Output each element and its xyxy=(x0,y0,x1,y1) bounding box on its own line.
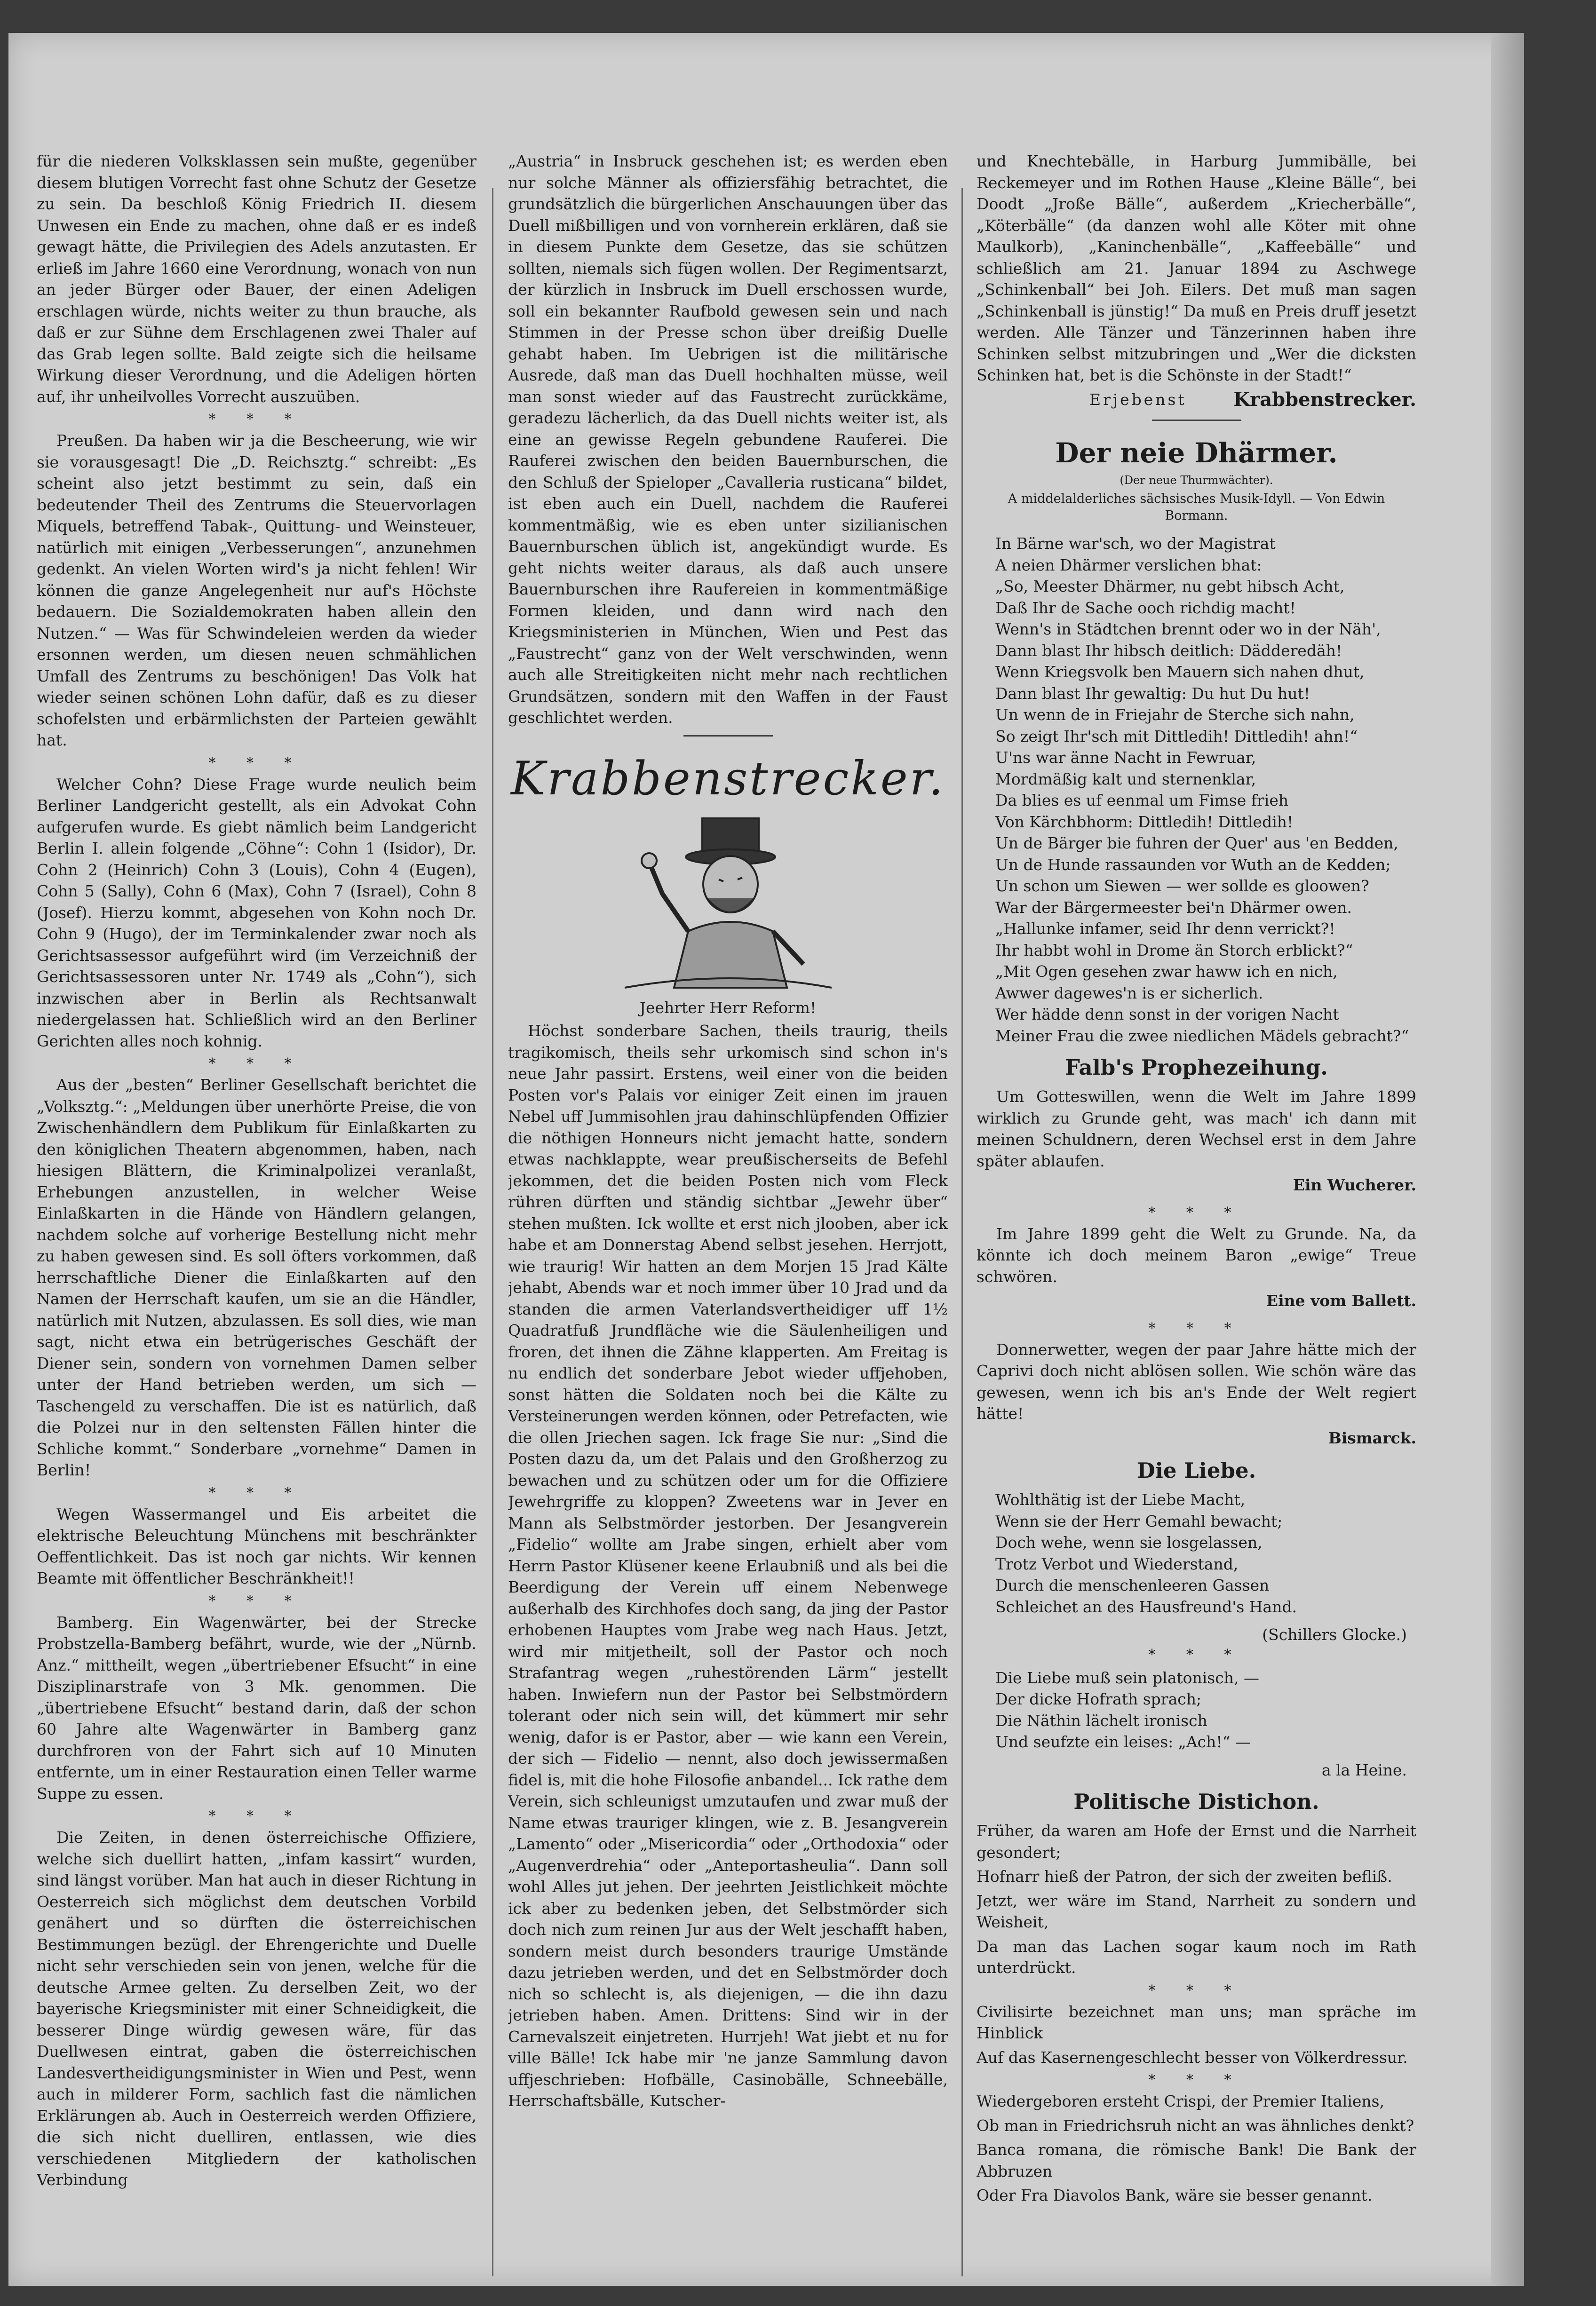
distich-line: Da man das Lachen sogar kaum noch im Rath unterdrückt. xyxy=(977,1937,1416,1977)
section-separator: * * * xyxy=(1148,1204,1245,1221)
poem-line: Durch die menschenleeren Gassen xyxy=(995,1576,1270,1594)
poem-line: So zeigt Ihr'sch mit Dittledih! Dittledih! ahn!“ xyxy=(995,727,1358,745)
poem-line: Trotz Verbot und Wiederstand, xyxy=(995,1554,1239,1573)
paragraph: Donnerwetter, wegen der paar Jahre hätte mich der Caprivi doch nicht ablösen sollen. Wie schön wäre das gewesen, wenn ich bis an's Ende der Welt regiert hätte! xyxy=(977,1340,1416,1423)
column-2 xyxy=(508,151,948,2258)
poem-line: Dann blast Ihr hibsch deitlich: Dädderedäh! xyxy=(995,641,1342,660)
caricature-illustration xyxy=(606,814,850,992)
column-3 xyxy=(977,151,1416,2258)
paragraph: Preußen. Da haben wir ja die Bescheerung, wie wir sie vorausgesagt! Die „D. Reichsztg.“ schreibt: „Es scheint also jetzt bestimmt zu sein, daß ein bedeutender Theil des Zentrums die Steuervorlagen Miquels, betreffend Tabak-, Quittung- und Weinsteuer, natürlich mit einigen „Verbesserungen“, anzunehmen gedenkt. An vielen Worten wird's ja nicht fehlen! Wir können die ganze Angelegenheit nur auf's Höchste bedauern. Die Sozialdemokraten haben allein den Nutzen.“ — Was für Schwindeleien werden da wieder ersonnen werden, um diesen neuen schmählichen Umfall des Zentrums zu beschönigen! Das Volk hat wieder seinen schönen Lohn dafür, daß es zu dieser schofelsten und erbärmlichsten der Parteien gewählt hat. xyxy=(37,431,476,749)
section-separator: * * * xyxy=(208,411,305,428)
distich-line: Civilisirte bezeichnet man uns; man spräche im Hinblick xyxy=(977,2002,1416,2042)
section-separator: * * * xyxy=(1148,1320,1245,1337)
poem-line: Awwer dagewes'n is er sicherlich. xyxy=(995,983,1263,1002)
byline: A middelalderliches sächsisches Musik-Idyll. — Von Edwin Bormann. xyxy=(1008,491,1385,523)
column-1 xyxy=(37,151,476,2258)
salutation: Jeehrter Herr Reform! xyxy=(639,998,817,1017)
poem-line: Von Kärchbhorm: Dittledih! Dittledih! xyxy=(995,812,1294,831)
distich-line: Banca romana, die römische Bank! Die Bank der Abbruzen xyxy=(977,2140,1416,2180)
paragraph: Höchst sonderbare Sachen, theils traurig, theils tragikomisch, theils sehr urkomisch sind schon in's neue Jahr passirt. Erstens, weil einer von die beiden Posten vor's Palais vor einiger Zeit einen im jrauen Nebel uff Jummisohlen jrau dahinschlüpfenden Offizier die nöthigen Honneurs nicht jemacht hatte, sondern etwas nachklappte, wear preußischerseits de Befehl jekommen, det die beiden Posten nich vom Fleck rühren dürften und ständig sichtbar „Jewehr über“ stehen mußten. Ick wollte et erst nich jlooben, aber ick habe et am Donnerstag Abend selbst jesehen. Herrjott, wie traurig! Wir hatten an dem Morjen 15 Jrad Kälte jehabt, Abends war et noch immer über 10 Jrad und da standen die armen Vaterlandsvertheidiger uff 1½ Quadratfuß Jrundfläche wie die Säulenheiligen und froren, det ihnen die Zähne klapperten. Am Freitag is nu endlich det sonderbare Jebot wieder uffjehoben, sonst hätten die Soldaten noch bei die Kälte zu Versteinerungen werden können, oder Petrefacten, wie die ollen Jriechen sagen. Ick frage Sie nur: „Sind die Posten dazu da, um det Palais und den Großherzog zu bewachen und zu schützen oder um for die Offiziere Jewehrgriffe zu kloppen? Zweetens war in Jever en Mann als Selbstmörder jestorben. Der Jesangverein „Fidelio“ wollte am Jrabe singen, erhielt aber vom Herrn Pastor Klüsener keene Erlaubniß und als bei die Beerdigung der Verein uff einem Nebenwege außerhalb des Kirchhofes doch sang, da jing der Pastor erhobenen Hauptes vom Jrabe weg nach Haus. Jetzt, wird mir mitjetheilt, soll der Pastor och noch Strafantrag wegen „ruhestörenden Lärm“ jestellt haben. Inwiefern nun der Pastor bei Selbstmördern tolerant oder nich sein will, det kümmert mir sehr wenig, dafor is er Pastor, aber — wie kann een Verein, der sich — Fidelio — nennt, also doch jewissermaßen fidel is, mit die hohe Filosofie anbandel... Ick rathe dem Verein, sich schleunigst umzutaufen und zwar muß der Name etwas trauriger klingen, wie z. B. Jesangverein „Lamento“ oder „Misericordia“ oder „Orthodoxia“ oder „Augenverdrehia“ oder „Anteportasheulia“. Dann soll wohl Alles jut jehen. Der jeehrten Jeistlichkeit möchte ick aber zu bedenken jeben, det Selbstmörder sich doch nich zum reinen Jur aus der Welt jeschafft haben, sondern meist durch besonders traurige Umstände dazu jetrieben werden, und det en Selbstmörder doch nich so schlecht is, als diejenigen, — die ihn dazu jetrieben haben. Amen. Drittens: Sind wir in der Carnevalszeit einjetreten. Hurrjeh! Wat jiebt et nu for ville Bälle! Ick habe mir 'ne janze Sammlung davon uffjeschrieben: Hofbälle, Casinobälle, Schneebälle, Herrschaftsbälle, Kutscher- xyxy=(508,1022,948,2110)
poem-line: Wohlthätig ist der Liebe Macht, xyxy=(995,1490,1246,1509)
distich-line: Wiedergeboren ersteht Crispi, der Premier Italiens, xyxy=(977,2092,1385,2110)
signature: Ein Wucherer. xyxy=(1293,1176,1416,1194)
distich-line: Oder Fra Diavolos Bank, wäre sie besser genannt. xyxy=(977,2186,1373,2204)
paragraph: Aus der „besten“ Berliner Gesellschaft berichtet die „Volksztg.“: „Meldungen über unerhörte Preise, die von Zwischenhändlern dem Publikum für Einlaßkarten zu den königlichen Theatern abgenommen, haben, nach hiesigen Blättern, die Kriminalpolizei veranlaßt, Erhebungen anzustellen, in welcher Weise Einlaßkarten in die Hände von Händlern gelangen, nachdem solche auf vorherige Bestellung nicht mehr zu haben gewesen sind. Es soll öfters vorkommen, daß herrschaftliche Diener die Einlaßkarten auf den Namen der Herrschaft kaufen, um sie an die Händler, natürlich mit Nutzen, abzulassen. Es soll dies, wie man sagt, nicht etwa ein betrügerisches Geschäft der Diener sein, sondern von vornehmen Damen selber unter der Hand betrieben werden, um sich — Taschengeld zu verschaffen. Die ist es natürlich, daß die Polzei nur in den seltensten Fällen hinter die Schliche kommt.“ Sonderbare „vornehme“ Damen in Berlin! xyxy=(37,1076,476,1479)
distich-line: Jetzt, wer wäre im Stand, Narrheit zu sondern und Weisheit, xyxy=(977,1891,1416,1931)
poem-line: Ihr habbt wohl in Drome än Storch erblickt?“ xyxy=(995,941,1353,959)
poem-line: Wenn Kriegsvolk ben Mauern sich nahen dhut, xyxy=(995,663,1365,681)
poem-line: War der Bärgermeester bei'n Dhärmer owen. xyxy=(995,898,1352,917)
poem-line: Un wenn de in Friejahr de Sterche sich nahn, xyxy=(995,705,1355,724)
poem-line: Un de Bärger bie fuhren der Quer' aus 'en Bedden, xyxy=(995,834,1398,852)
poem-line: Daß Ihr de Sache ooch richdig macht! xyxy=(995,598,1296,617)
poem xyxy=(995,1489,1416,1617)
paragraph: Im Jahre 1899 geht die Welt zu Grunde. Na, da könnte ich doch meinem Baron „ewige“ Treue schwören. xyxy=(977,1224,1416,1286)
signoff-label: Erjebenst xyxy=(1089,390,1187,409)
distich-line: Auf das Kasernengeschlecht besser von Völkerdressur. xyxy=(977,2048,1408,2067)
poem-line: Und seufzte ein leises: „Ach!“ — xyxy=(995,1733,1251,1751)
poem-line: Mordmäßig kalt und sternenklar, xyxy=(995,769,1256,788)
section-separator: * * * xyxy=(1148,2072,1245,2088)
poem-line: U'ns war änne Nacht in Fewruar, xyxy=(995,748,1256,767)
divider xyxy=(1152,420,1241,421)
paragraph: Um Gotteswillen, wenn die Welt im Jahre 1899 wirklich zu Grunde geht, was mach' ich dann mit meinen Schuldnern, deren Wechsel erst in dem Jahre später ablaufen. xyxy=(977,1087,1416,1170)
poem-line: Wenn sie der Herr Gemahl bewacht; xyxy=(995,1512,1283,1530)
signoff-name: Krabbenstrecker. xyxy=(1233,388,1416,411)
paragraph: für die niederen Volksklassen sein mußte, gegenüber diesem blutigen Vorrecht fast ohne Schutz der Gesetze zu sein. Da beschloß König Friedrich II. diesem Unwesen ein Ende zu machen, ohne daß er es indeß gewagt hätte, die Privilegien des Adels anzutasten. Er erließ im Jahre 1660 eine Verordnung, wonach von nun an jeder Bürger oder Bauer, der einen Adeligen erschlagen würde, nichts weiter zu thun brauche, als daß er zur Sühne dem Erschlagenen zwei Thaler auf das Grab legen sollte. Bald zeigte sich die heilsame Wirkung dieser Verordnung, und die Adeligen hörten auf, ihr unheilvolles Vorrecht auszuüben. xyxy=(37,152,476,406)
poem-line: Die Näthin lächelt ironisch xyxy=(995,1711,1207,1730)
poem-line: Dann blast Ihr gewaltig: Du hut Du hut! xyxy=(995,684,1310,703)
signature: Bismarck. xyxy=(1328,1428,1416,1447)
poem-line: „Hallunke infamer, seid Ihr denn verrickt?! xyxy=(995,919,1335,938)
distich-line: Früher, da waren am Hofe der Ernst und die Narrheit gesondert; xyxy=(977,1822,1416,1862)
poem-line: A neien Dhärmer verslichen bhat: xyxy=(995,555,1262,574)
poem-source: (Schillers Glocke.) xyxy=(1262,1625,1407,1644)
column-rule-left xyxy=(492,188,493,2276)
paragraph: Wegen Wassermangel und Eis arbeitet die elektrische Beleuchtung Münchens mit beschränkter Oeffentlichkeit. Das ist noch gar nichts. Wir kennen Beamte mit öffentlicher Beschränkheit!! xyxy=(37,1505,476,1587)
paragraph: Die Zeiten, in denen österreichische Offiziere, welche sich duellirt hatten, „infam kassirt“ wurden, sind längst vorüber. Man hat auch in dieser Richtung in Oesterreich sich möglichst dem deutschen Vorbild genähert und so dürften die österreichischen Bestimmungen bezügl. der Ehrengerichte und Duelle nicht sehr verschieden sein von jenen, welche für die deutsche Armee gelten. Zu derselben Zeit, wo der bayerische Kriegsminister mit einer Schneidigkeit, die besserer Dinge würdig gewesen wäre, für das Duellwesen eintrat, gaben die österreichischen Landesvertheidigungsminister in Wien und Pest, wenn auch in milderer Form, sachlich fast die nämlichen Erklärungen ab. Auch in Oesterreich werden Offiziere, die sich nicht duelliren, entlassen, wie dies verschiedenen Mitgliedern der katholischen Verbindung xyxy=(37,1828,476,2189)
paragraph: und Knechtebälle, in Harburg Jummibälle, bei Reckemeyer und im Rothen Hause „Kleine Bälle“, bei Doodt „Jroße Bälle“, außerdem „Kriecherbälle“, „Köterbälle“ (da danzen wohl alle Köter mit ohne Maulkorb), „Kaninchenbälle“, „Kaffeebälle“ und schließlich am 21. Januar 1894 zu Aschwege „Schinkenball“ bei Joh. Eilers. Det muß man sagen „Schinkenball is jünstig!“ Da muß en Preis druff jesetzt werden. Alle Tänzer und Tänzerinnen haben ihre Schinken selbst mitzubringen und „Wer die dicksten Schinken hat, bet is die Schönste in der Stadt!“ xyxy=(977,152,1416,384)
poem-line: Un de Hunde rassaunden vor Wuth an de Kedden; xyxy=(995,855,1391,874)
heading-note: (Der neue Thurmwächter). xyxy=(1120,474,1273,487)
poem-line: Doch wehe, wenn sie losgelassen, xyxy=(995,1533,1263,1552)
poem-line: Die Liebe muß sein platonisch, — xyxy=(995,1668,1259,1687)
poem-line: Un schon um Siewen — wer sollde es gloowen? xyxy=(995,877,1369,895)
poem xyxy=(995,533,1416,1046)
article-heading: Falb's Prophezeihung. xyxy=(1065,1055,1328,1080)
section-separator: * * * xyxy=(208,754,305,771)
poem xyxy=(995,1667,1416,1753)
poem-line: Der dicke Hofrath sprach; xyxy=(995,1690,1202,1708)
signoff xyxy=(977,389,1416,411)
article-heading: Politische Distichon. xyxy=(1073,1789,1319,1814)
poem-line: In Bärne war'sch, wo der Magistrat xyxy=(995,534,1276,553)
page-edge xyxy=(1491,33,1524,2286)
section-separator: * * * xyxy=(208,1055,305,1072)
paragraph: Welcher Cohn? Diese Frage wurde neulich beim Berliner Landgericht gestellt, als ein Advokat Cohn aufgerufen wurde. Es giebt nämlich beim Landgericht Berlin I. allein folgende „Cöhne“: Cohn 1 (Isidor), Dr. Cohn 2 (Heinrich) Cohn 3 (Louis), Cohn 4 (Eugen), Cohn 5 (Sally), Cohn 6 (Max), Cohn 7 (Israel), Cohn 8 (Josef). Hierzu kommt, abgesehen von Kohn noch Dr. Cohn 9 (Hugo), der im Terminkalender zwar noch als Gerichtsassessor aufgeführt wird (im Verzeichniß der Gerichtsassessoren unter Nr. 1749 als „Cohn“), sich inzwischen aber in Berlin als Rechtsanwalt niedergelassen hat. Schließlich wird an den Berliner Gerichten alles noch kohnig. xyxy=(37,775,476,1050)
article-heading: Der neie Dhärmer. xyxy=(1055,437,1338,469)
poem-line: Meiner Frau die zwee niedlichen Mädels gebracht?“ xyxy=(995,1026,1409,1045)
paragraph: Bamberg. Ein Wagenwärter, bei der Strecke Probstzella-Bamberg befährt, wurde, wie der „Nürnb. Anz.“ mittheilt, wegen „übertriebener Efsucht“ in eine Disziplinarstrafe von 3 Mk. genommen. Die „übertriebene Efsucht“ bestand darin, daß der schon 60 Jahre alte Wagenwärter in Bamberg ganz durchfroren von der Fahrt sich auf 10 Minuten entfernte, um in einer Restauration einen Teller warme Suppe zu essen. xyxy=(37,1613,476,1803)
distich-line: Hofnarr hieß der Patron, der sich der zweiten befliß. xyxy=(977,1867,1392,1886)
section-separator: * * * xyxy=(1148,1982,1245,1999)
poem-line: Da blies es uf eenmal um Fimse frieh xyxy=(995,791,1289,809)
poem-line: „Mit Ogen gesehen zwar haww ich en nich, xyxy=(995,962,1338,981)
poem-source: a la Heine. xyxy=(1321,1760,1407,1779)
signature: Eine vom Ballett. xyxy=(1266,1292,1416,1310)
poem-line: „So, Meester Dhärmer, nu gebt hibsch Acht, xyxy=(995,577,1345,595)
paragraph: „Austria“ in Insbruck geschehen ist; es werden eben nur solche Männer als offiziersfähig betrachtet, die grundsätzlich die bürgerlichen Anschauungen über das Duell mißbilligen und von vornherein erklären, daß sie in diesem Punkte dem Gesetze, das sie schützen sollten, niemals sich fügen wollen. Der Regimentsarzt, der kürzlich in Insbruck im Duell erschossen wurde, soll ein bekannter Raufbold gewesen sein und nach Stimmen in der Presse schon über dreißig Duelle gehabt haben. Im Uebrigen ist die militärische Ausrede, daß man das Duell hochhalten müsse, weil man sonst wieder auf das Faustrecht zurückkäme, geradezu lächerlich, da das Duell nichts weiter ist, als eine an gewisse Regeln gebundene Rauferei. Die Rauferei zwischen den beiden Bauernburschen, die den Schluß der Spieloper „Cavalleria rusticana“ bildet, ist eben auch ein Duell, nachdem die Rauferei kommentmäßig, wie es eben unter sizilianischen Bauernburschen üblich ist, angekündigt wurde. Es geht nichts weiter daraus, als daß auch unsere Bauernburschen ihre Raufereien in kommentmäßige Formen kleiden, und dann wird nach den Kriegsministerien in München, Wien und Pest das „Faustrecht“ ganz von der Welt verschwinden, wenn auch alle Streitigkeiten nicht mehr nach rechtlichen Grundsätzen, sondern mit den Waffen in der Faust geschlichtet werden. xyxy=(508,152,948,727)
column-rule-right xyxy=(961,188,963,2276)
poem-line: Wenn's in Städtchen brennt oder wo in der Näh', xyxy=(995,620,1381,638)
divider xyxy=(683,735,773,737)
article-heading: Krabbenstrecker. xyxy=(510,752,945,806)
section-separator: * * * xyxy=(208,1808,305,1824)
section-separator: * * * xyxy=(208,1484,305,1501)
article-heading: Die Liebe. xyxy=(1136,1458,1256,1483)
poem-line: Schleichet an des Hausfreund's Hand. xyxy=(995,1597,1297,1616)
section-separator: * * * xyxy=(1148,1646,1245,1663)
section-separator: * * * xyxy=(208,1593,305,1609)
distich-line: Ob man in Friedrichsruh nicht an was ähnliches denkt? xyxy=(977,2116,1414,2135)
poem-line: Wer hädde denn sonst in der vorigen Nacht xyxy=(995,1005,1339,1023)
newspaper-page xyxy=(8,33,1524,2286)
